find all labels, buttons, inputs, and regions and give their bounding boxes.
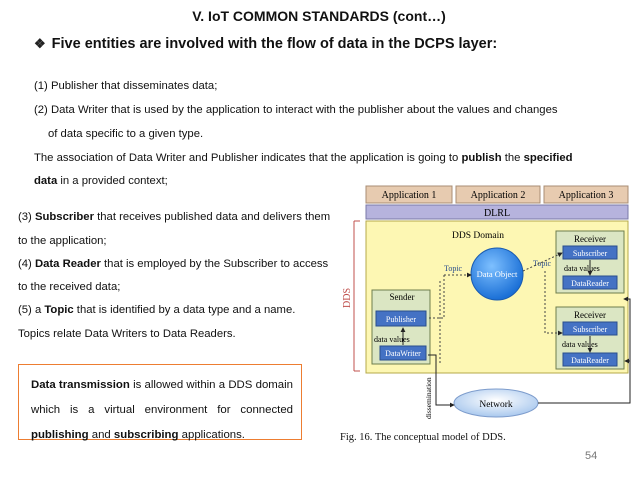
application-3-label: Application 3 [558, 190, 614, 201]
diamond-bullet-icon: ❖ [34, 36, 46, 51]
item-4-line-2: to the received data; [18, 281, 121, 293]
item-5-line-2: Topics relate Data Writers to Data Readers. [18, 328, 236, 340]
datawriter-label: DataWriter [385, 349, 421, 358]
datareader-1-label: DataReader [571, 279, 609, 288]
figure-caption: Fig. 16. The conceptual model of DDS. [340, 432, 506, 443]
text-span: (3) [18, 211, 35, 223]
data-object-label: Data Object [476, 269, 518, 279]
page-number: 54 [585, 450, 598, 462]
dds-diagram [340, 183, 636, 431]
datareader-2-label: DataReader [571, 356, 609, 365]
network-label: Network [479, 400, 513, 410]
dissemination-label: dissemination [424, 377, 433, 419]
data-values-sender: data values [374, 335, 410, 344]
application-2-label: Application 2 [470, 190, 526, 201]
application-1-label: Application 1 [381, 190, 437, 201]
text-span: The association of Data Writer and Publisher indicates that the application is going to [34, 152, 462, 164]
text-span: in a provided context; [57, 175, 168, 187]
subscriber-1-label: Subscriber [572, 249, 608, 258]
topic-left-label: Topic [444, 264, 463, 273]
publisher-label: Publisher [385, 315, 417, 324]
callout-box [18, 364, 302, 440]
dds-side-label: DDS [342, 287, 353, 309]
bold-topic: Topic [44, 304, 74, 316]
text-span: applications. [178, 429, 245, 441]
association-line-2 [34, 175, 168, 187]
item-3-line-1 [18, 211, 330, 223]
item-3-line-2: to the application; [18, 235, 107, 247]
text-span: is allowed within a DDS domain which is a virtual environment for connected [31, 379, 293, 416]
bold-publish: publish [461, 152, 502, 164]
item-2-line-2: of data specific to a given type. [48, 128, 204, 140]
bold-data-transmission: Data transmission [31, 379, 130, 391]
sender-label: Sender [389, 292, 415, 302]
dds-domain-label: DDS Domain [452, 231, 504, 241]
text-span: that receives published data and delivers them [93, 211, 331, 223]
data-values-r2: data values [562, 340, 598, 349]
page-title: V. IoT COMMON STANDARDS (cont…) [192, 8, 446, 24]
bold-subscribing: subscribing [113, 429, 179, 441]
dlrl-label: DLRL [483, 208, 511, 219]
item-1: (1) Publisher that disseminates data; [34, 80, 218, 92]
bold-specified: specified [523, 152, 573, 164]
bold-publishing: publishing [31, 429, 89, 441]
bold-data: data [34, 175, 58, 187]
subtitle-text: Five entities are involved with the flow of data in the DCPS layer: [51, 36, 498, 52]
text-span: that is identified by a data type and a name. [73, 304, 296, 316]
item-5-line-1 [18, 304, 295, 316]
receiver-2-label: Receiver [574, 310, 606, 320]
text-span: (4) [18, 258, 35, 270]
data-values-r1: data values [564, 264, 600, 273]
item-4-line-1 [18, 258, 328, 270]
receiver-1-label: Receiver [574, 234, 606, 244]
bold-subscriber: Subscriber [34, 211, 94, 223]
association-line-1 [34, 152, 573, 164]
subscriber-2-label: Subscriber [572, 325, 608, 334]
text-span: (5) a [18, 304, 45, 316]
item-2-line-1: (2) Data Writer that is used by the application to interact with the publisher about the values and changes [34, 104, 558, 116]
text-span: and [88, 429, 114, 441]
text-span: the [501, 152, 524, 164]
subtitle [34, 36, 497, 52]
text-span: that is employed by the Subscriber to access [100, 258, 329, 270]
topic-right-label: Topic [533, 259, 552, 268]
bold-data-reader: Data Reader [34, 258, 101, 270]
